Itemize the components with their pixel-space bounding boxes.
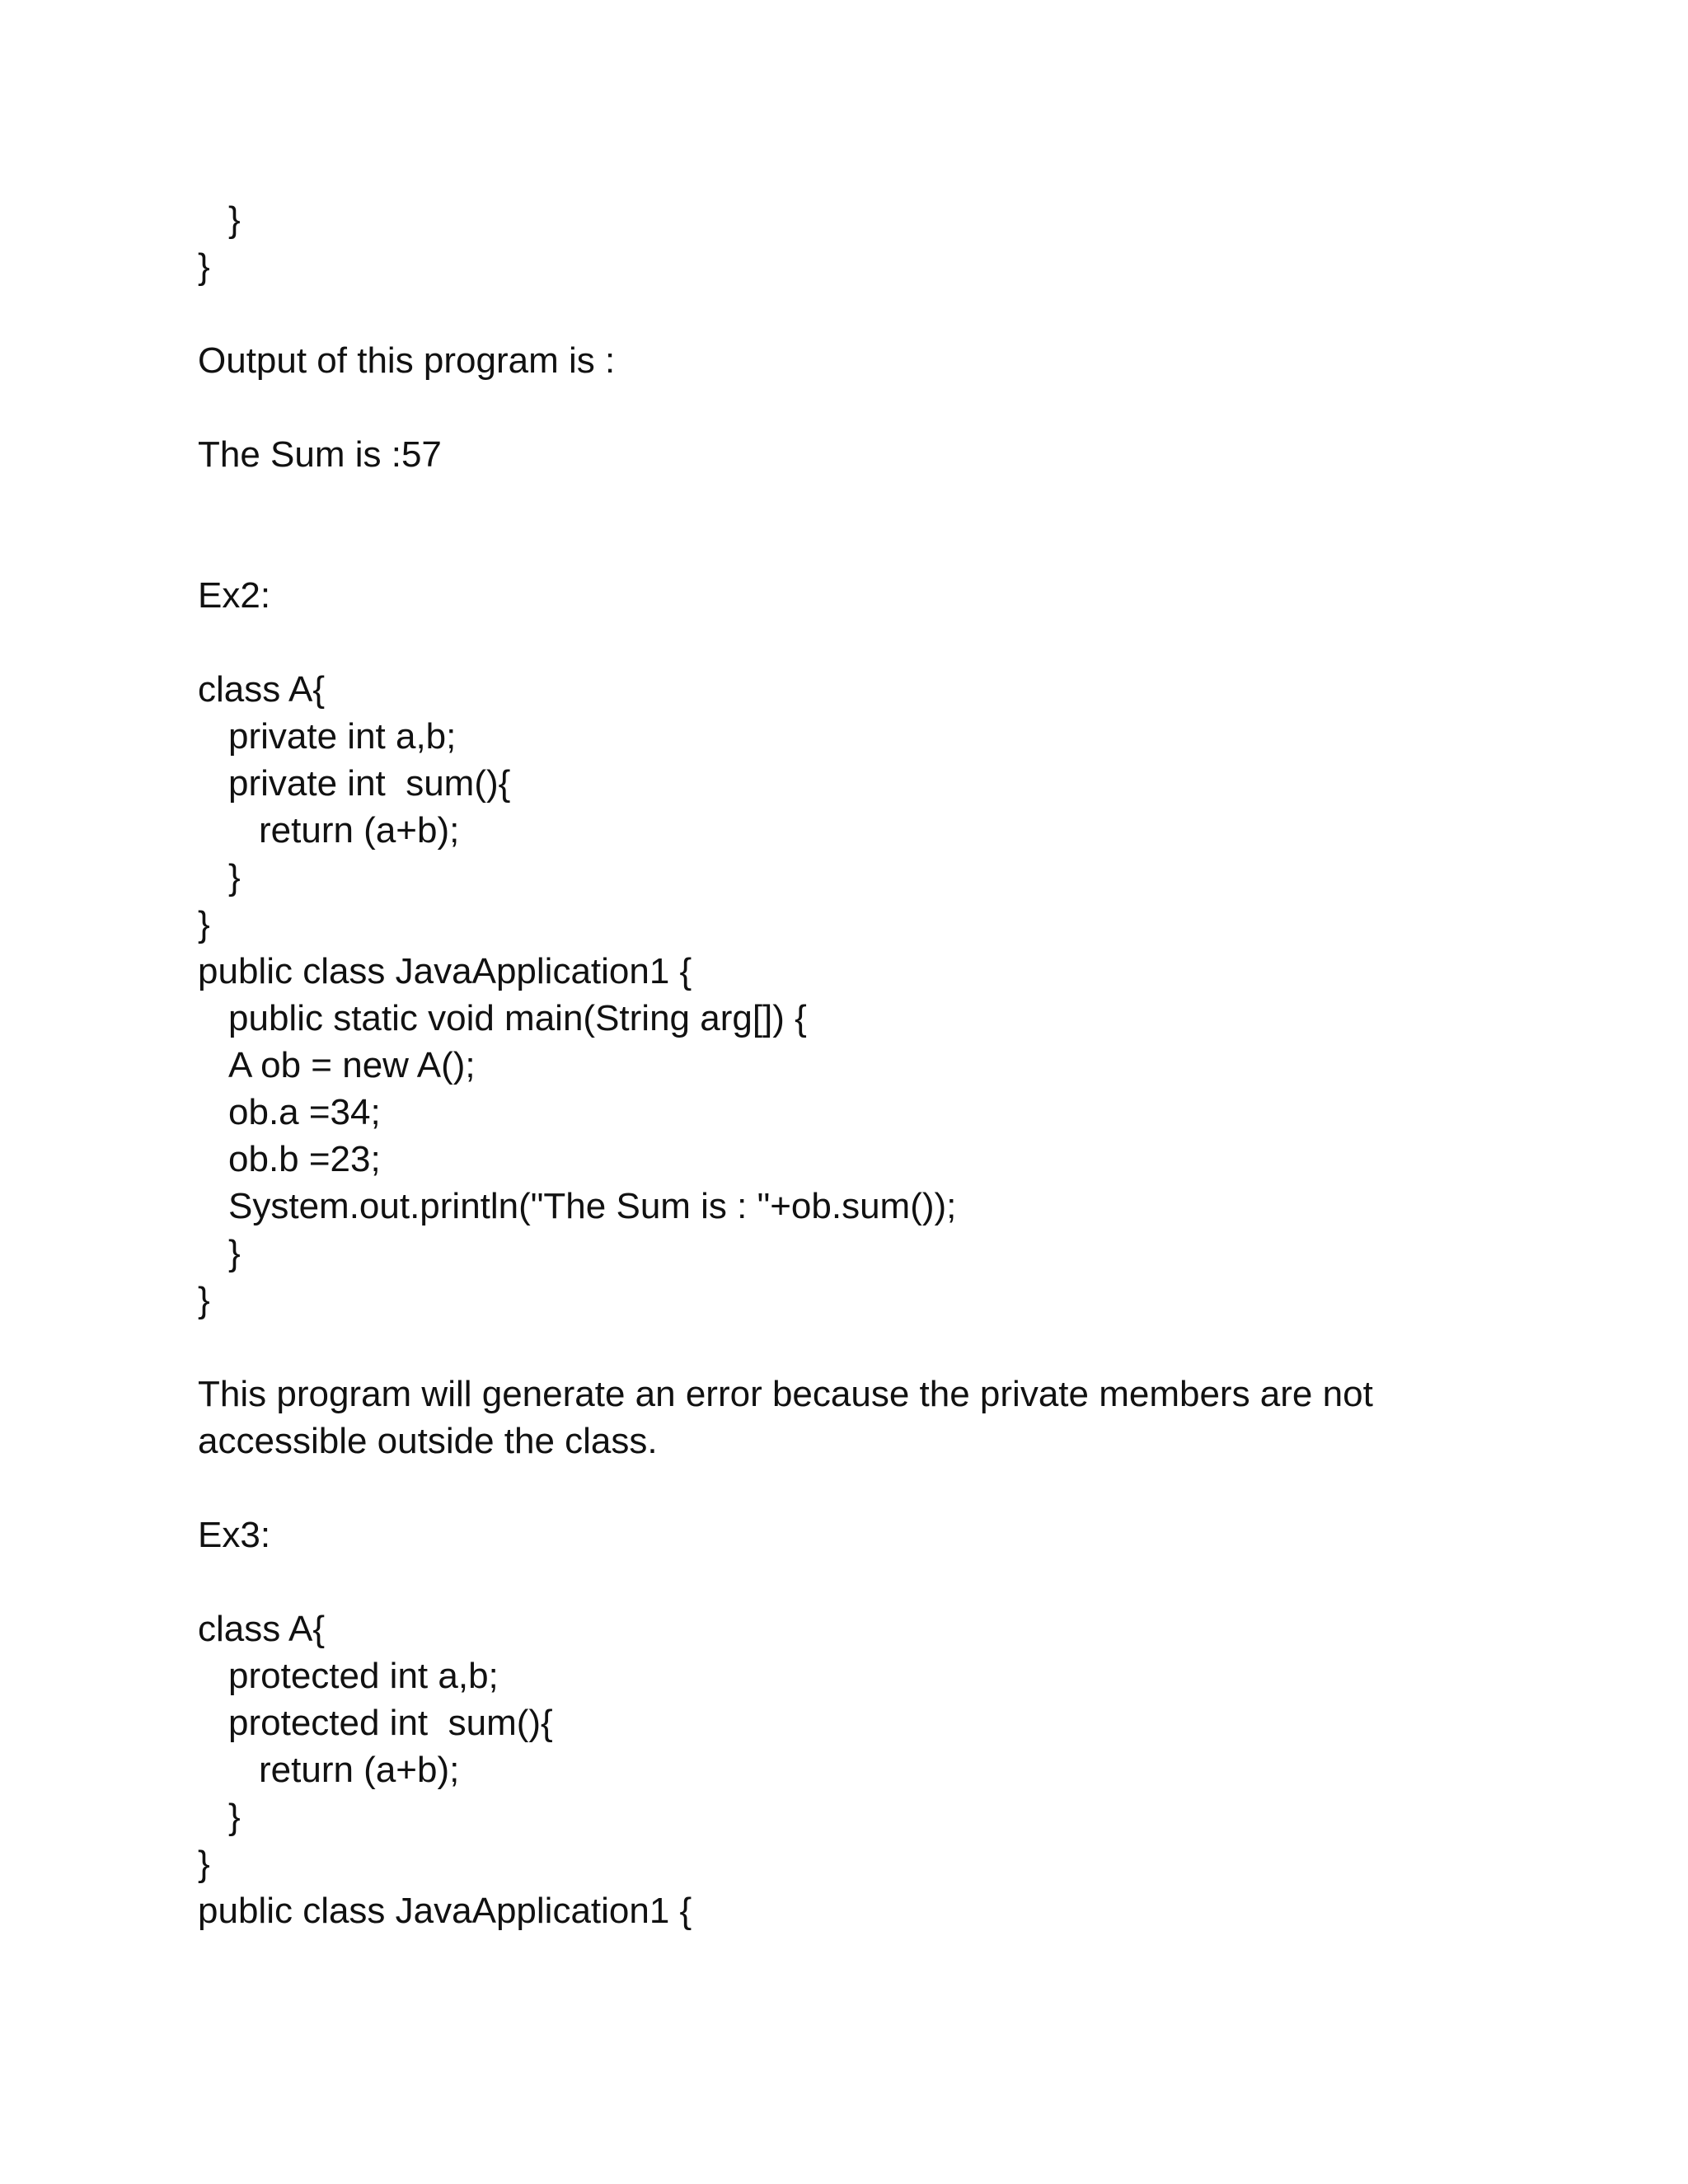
code-line: class A{ (198, 1609, 326, 1649)
ex3-heading: Ex3: (198, 1515, 271, 1555)
code-line: public static void main(String arg[]) { (228, 998, 807, 1038)
code-line: private int sum(){ (228, 763, 511, 804)
spacer (198, 384, 1517, 431)
document-content (198, 196, 1517, 1934)
spacer (198, 1324, 1517, 1371)
code-line: } (228, 857, 241, 898)
ex2-code-block (198, 666, 1517, 1324)
code-line: } (198, 1844, 210, 1884)
code-line: return (a+b); (259, 810, 460, 851)
code-line: class A{ (198, 669, 326, 710)
spacer (198, 478, 1517, 572)
ex2-heading: Ex2: (198, 575, 271, 616)
code-line: public class JavaApplication1 { (198, 951, 692, 991)
spacer (198, 1558, 1517, 1605)
code-line: } (198, 904, 210, 944)
code-line: protected int a,b; (228, 1656, 499, 1696)
output-value: The Sum is :57 (198, 434, 442, 475)
spacer (198, 619, 1517, 666)
code-line: } (228, 199, 241, 240)
code-line: ob.b =23; (228, 1139, 381, 1179)
code-line: ob.a =34; (228, 1092, 381, 1132)
code-line: protected int sum(){ (228, 1703, 553, 1743)
code-line: A ob = new A(); (228, 1045, 476, 1085)
code-line: } (228, 1797, 241, 1837)
spacer (198, 290, 1517, 337)
code-line: } (198, 1280, 210, 1320)
ex2-explanation: This program will generate an error because the private members are not accessible outside the class. (198, 1374, 1373, 1461)
code-line: } (228, 1233, 241, 1273)
code-line: public class JavaApplication1 { (198, 1891, 692, 1931)
code-line: System.out.println("The Sum is : "+ob.sum()); (228, 1186, 957, 1226)
spacer (198, 1465, 1517, 1511)
code-line: } (198, 246, 210, 287)
ex3-code-block (198, 1605, 1517, 1934)
code-line: return (a+b); (259, 1750, 460, 1790)
output-heading: Output of this program is : (198, 340, 616, 381)
code-line: private int a,b; (228, 716, 457, 757)
